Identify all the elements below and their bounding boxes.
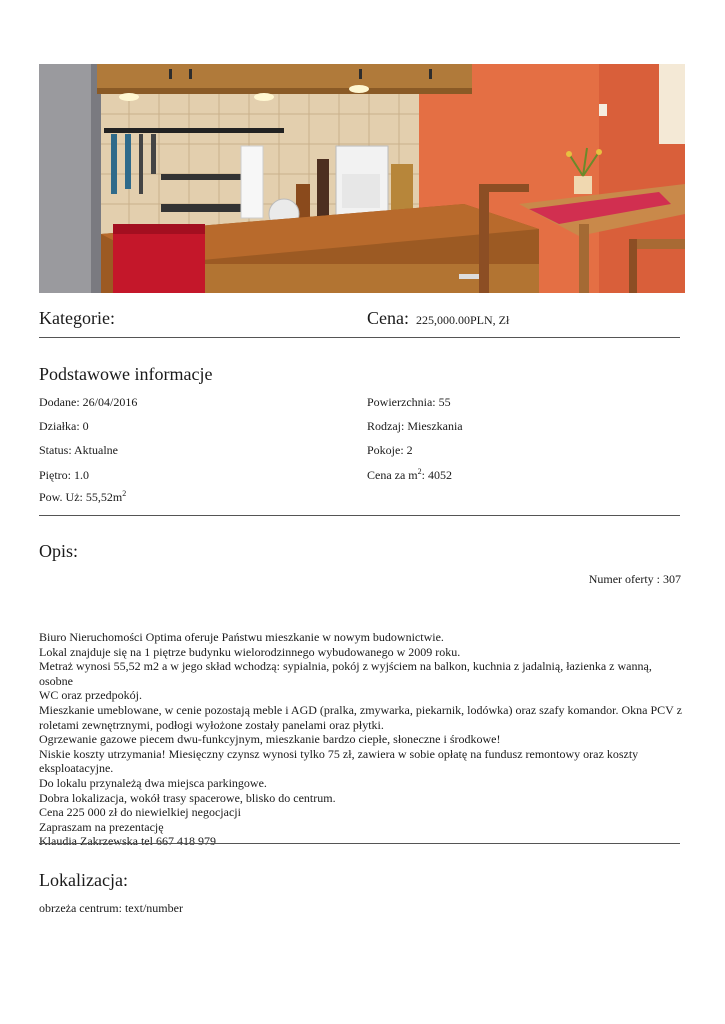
description-title: Opis: <box>39 541 79 561</box>
info-plot: Działka: 0 <box>39 419 89 433</box>
info-type: Rodzaj: Mieszkania <box>367 419 463 433</box>
category-label: Kategorie: <box>39 308 115 328</box>
description-line: eksploatacyjne. <box>39 761 114 776</box>
info-price-per-m2-sup: 2 <box>417 467 422 476</box>
description-line: Lokal znajduje się na 1 piętrze budynku wielorodzinnego wybudowanego w 2009 roku. <box>39 644 461 659</box>
price-row <box>367 308 509 329</box>
description-text <box>39 630 684 849</box>
description-line: Do lokalu przynależą dwa miejsca parkingowe. <box>39 775 267 790</box>
description-line: roletami zewnętrznymi, podłogi wyłożone zostały panelami oraz płytki. <box>39 717 384 732</box>
offer-number: Numer oferty : 307 <box>588 572 681 586</box>
description-line: WC oraz przedpokój. <box>39 688 142 703</box>
kitchen-photo-image <box>39 64 685 293</box>
divider <box>39 515 680 516</box>
info-area: Powierzchnia: 55 <box>367 395 451 409</box>
basic-info-title: Podstawowe informacje <box>39 364 213 384</box>
info-price-per-m2-prefix: Cena za m <box>367 468 418 482</box>
location-title: Lokalizacja: <box>39 870 128 890</box>
description-line: Cena 225 000 zł do niewielkiej negocjacji <box>39 805 241 820</box>
price-value: 225,000.00PLN, Zł <box>416 313 510 327</box>
description-line: Mieszkanie umeblowane, w cenie pozostają meble i AGD (pralka, zmywarka, piekarnik, lodówka) oraz szafy komandor. Okna PCV z <box>39 702 682 717</box>
info-floor: Piętro: 1.0 <box>39 468 89 482</box>
description-line: Biuro Nieruchomości Optima oferuje Państwu mieszkanie w nowym budownictwie. <box>39 630 444 644</box>
info-added-date: Dodane: 26/04/2016 <box>39 395 138 409</box>
description-line: Zapraszam na prezentację <box>39 819 164 834</box>
description-line: Klaudia Zakrzewska tel 667 418 979 <box>39 834 216 849</box>
info-rooms: Pokoje: 2 <box>367 443 413 457</box>
description-line: Metraż wynosi 55,52 m2 a w jego skład wchodzą: sypialnia, pokój z wyjściem na balkon, kuchnia z jadalnią, łazienka z wanną, osobne <box>39 659 652 688</box>
info-usable-area-sup: 2 <box>122 489 127 498</box>
divider <box>39 337 680 338</box>
description-line: Dobra lokalizacja, wokół trasy spacerowe, blisko do centrum. <box>39 790 336 805</box>
info-usable-area <box>39 490 126 505</box>
info-status: Status: Aktualne <box>39 443 118 457</box>
info-usable-area-text: Pow. Uż: 55,52m <box>39 490 123 504</box>
divider <box>39 843 680 844</box>
location-value: obrzeża centrum: text/number <box>39 901 183 915</box>
property-photo <box>39 64 685 293</box>
price-label: Cena: <box>367 308 409 328</box>
info-price-per-m2 <box>367 468 452 483</box>
description-line: Niskie koszty utrzymania! Miesięczny czynsz wynosi tylko 75 zł, zawiera w sobie opłatę na fundusz remontowy oraz koszty <box>39 746 639 761</box>
description-line: Ogrzewanie gazowe piecem dwu-funkcyjnym, mieszkanie bardzo ciepłe, słoneczne i środkowe! <box>39 732 501 747</box>
info-price-per-m2-value: : 4052 <box>421 468 452 482</box>
